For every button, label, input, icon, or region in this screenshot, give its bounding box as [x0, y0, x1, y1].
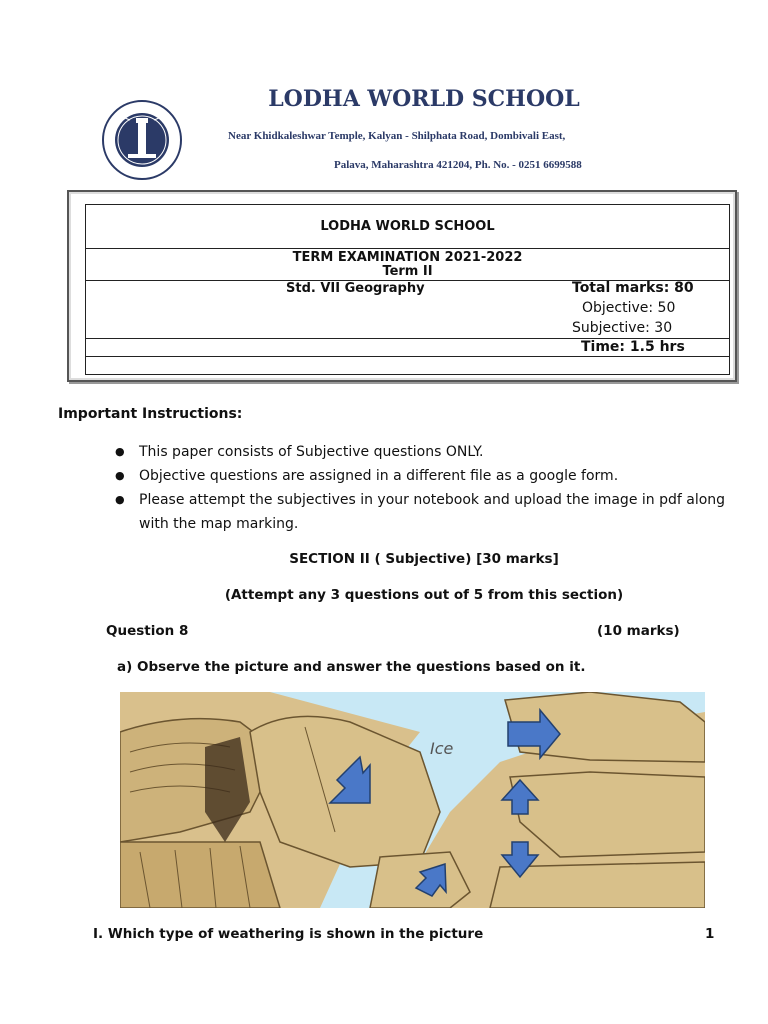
instruction-item: ● Objective questions are assigned in a different file as a google form. [115, 464, 735, 488]
exam-header-table [85, 204, 730, 375]
question-part-a: a) Observe the picture and answer the questions based on it. [117, 659, 586, 675]
table-divider [86, 248, 729, 249]
section-note: (Attempt any 3 questions out of 5 from this section) [224, 587, 624, 603]
picture-ice-label: Ice [430, 739, 454, 758]
instruction-item: ● Please attempt the subjectives in your notebook and upload the image in pdf along with the map marking. [115, 488, 735, 536]
frost-weathering-picture [120, 692, 705, 908]
total-marks: Total marks: 80 [572, 280, 694, 296]
letterhead-school-name: LODHA WORLD SCHOOL [268, 86, 580, 112]
exam-subject: Std. VII Geography [286, 281, 425, 296]
school-logo [100, 100, 184, 180]
exam-time: Time: 1.5 hrs [581, 339, 685, 355]
question-label: Question 8 [106, 623, 189, 639]
exam-title: TERM EXAMINATION 2021-2022 [292, 250, 523, 265]
letterhead-address-line2: Palava, Maharashtra 421204, Ph. No. - 0251 6699588 [334, 159, 582, 171]
exam-term: Term II [382, 264, 433, 279]
table-divider [86, 356, 729, 357]
question-i: I. Which type of weathering is shown in the picture [93, 926, 484, 942]
exam-school-name: LODHA WORLD SCHOOL [320, 219, 495, 234]
instructions-list [115, 440, 735, 536]
subjective-marks: Subjective: 30 [572, 320, 673, 336]
section-title: SECTION II ( Subjective) [30 marks] [289, 551, 559, 567]
instructions-heading: Important Instructions: [58, 406, 243, 422]
objective-marks: Objective: 50 [582, 300, 676, 316]
question-i-marks: 1 [705, 926, 715, 942]
letterhead-address-line1: Near Khidkaleshwar Temple, Kalyan - Shilphata Road, Dombivali East, [228, 130, 566, 142]
question-marks: (10 marks) [597, 623, 680, 639]
instruction-item: ● This paper consists of Subjective questions ONLY. [115, 440, 735, 464]
